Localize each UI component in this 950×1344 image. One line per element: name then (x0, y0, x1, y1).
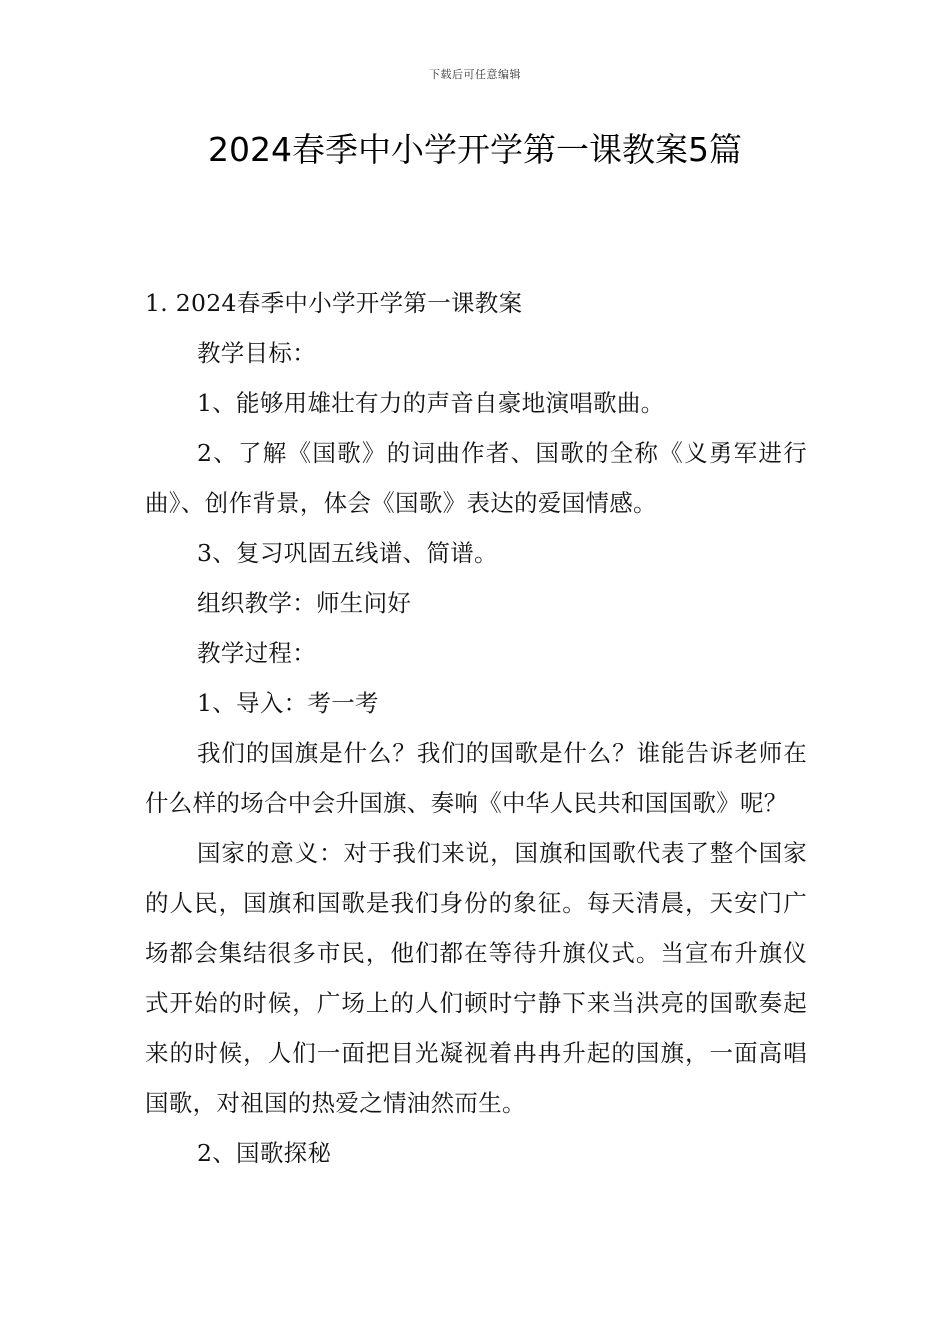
paragraph: 2、国歌探秘 (197, 1139, 332, 1167)
paragraph: 教学目标： (197, 339, 316, 367)
document-title: 2024春季中小学开学第一课教案5篇 (208, 130, 742, 169)
paragraph: 教学过程： (197, 639, 316, 667)
header-note: 下载后可任意编辑 (429, 68, 521, 81)
document-body (145, 278, 807, 1178)
paragraph: 我们的国旗是什么？我们的国歌是什么？谁能告诉老师在什么样的场合中会升国旗、奏响《中华人民共和国国歌》呢？ (145, 739, 807, 817)
paragraph: 1、能够用雄壮有力的声音自豪地演唱歌曲。 (197, 389, 665, 417)
paragraph: 组织教学：师生问好 (197, 589, 412, 617)
paragraph: 1、导入：考一考 (197, 689, 379, 717)
paragraph: 2、了解《国歌》的词曲作者、国歌的全称《义勇军进行曲》、创作背景，体会《国歌》表达的爱国情感。 (145, 439, 807, 517)
paragraph: 国家的意义：对于我们来说，国旗和国歌代表了整个国家的人民，国旗和国歌是我们身份的象征。每天清晨，天安门广场都会集结很多市民，他们都在等待升旗仪式。当宣布升旗仪式开始的时候，广场上的人们顿时宁静下来当洪亮的国歌奏起来的时候，人们一面把目光凝视着冉冉升起的国旗，一面高唱国歌，对祖国的热爱之情油然而生。 (145, 839, 807, 1117)
paragraph: 3、复习巩固五线谱、简谱。 (197, 539, 498, 567)
section-heading: 1. 2024春季中小学开学第一课教案 (145, 289, 523, 317)
